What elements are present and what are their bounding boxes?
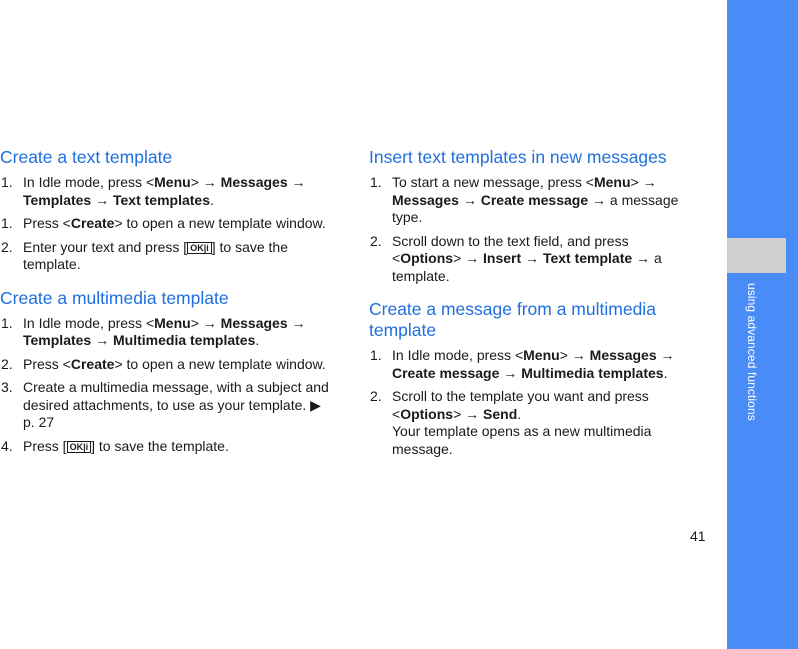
step-number: 1. [370, 347, 382, 363]
step-number: 2. [1, 238, 13, 255]
ok-key-icon: OK|i [67, 441, 92, 453]
side-section-label: using advanced functions [745, 283, 759, 421]
step-text: In Idle mode, press < [392, 347, 524, 363]
step-list [0, 315, 330, 456]
side-tab-marker [727, 238, 786, 273]
step-item [369, 233, 699, 286]
menu-term: Text templates [113, 191, 210, 208]
step-text: . [210, 191, 214, 208]
step-note: Your template opens as a new multimedia message. [392, 423, 652, 457]
menu-term: Messages [220, 314, 288, 331]
menu-term: Menu [593, 174, 631, 190]
menu-term: Create message [392, 364, 500, 381]
softkey-term: Create [70, 215, 115, 231]
left-column [0, 147, 330, 461]
menu-term: Templates [23, 332, 92, 348]
step-text: . [255, 332, 260, 348]
step-text: → [499, 364, 522, 381]
step-text: Press < [23, 355, 71, 372]
step-text: > to open a new template window. [114, 355, 326, 372]
step-text: Press [ [23, 437, 67, 454]
step-text: → a message type. [392, 191, 679, 225]
step-text: > → [453, 250, 484, 266]
step-text: → [656, 347, 675, 363]
step-text: → [91, 191, 113, 208]
menu-term: Templates [23, 191, 92, 208]
step-text: Enter your text and press [ [23, 238, 188, 255]
menu-term: Multimedia templates [521, 364, 664, 381]
step-text: > → [190, 174, 221, 190]
step-item [369, 174, 699, 227]
section-title-text-template: Create a text template [0, 147, 173, 167]
step-number: 2. [370, 232, 382, 249]
ok-key-icon: OK|i [187, 242, 212, 254]
page-number: 41 [690, 528, 706, 544]
step-item [369, 347, 699, 382]
section-title-message-from-template: Create a message from a multimedia template [369, 299, 656, 340]
step-number: 2. [1, 355, 13, 372]
step-text: . [517, 405, 522, 422]
step-number: 2. [370, 388, 382, 404]
step-number: 1. [370, 174, 382, 190]
step-number: 3. [1, 379, 13, 395]
step-text: > → [559, 347, 590, 363]
step-item [0, 438, 330, 456]
step-number: 4. [1, 437, 13, 454]
menu-term: Send [483, 405, 518, 422]
softkey-term: Options [400, 250, 454, 266]
step-number: 1. [1, 314, 13, 331]
step-item [0, 356, 330, 374]
step-text: → [287, 314, 306, 331]
step-text: Press < [23, 215, 71, 231]
menu-term: Messages [392, 191, 459, 208]
step-text: . [663, 364, 668, 381]
step-text: → [521, 250, 543, 266]
step-text: In Idle mode, press < [23, 314, 155, 331]
step-item [0, 239, 330, 274]
step-item [0, 315, 330, 350]
menu-term: Menu [523, 347, 560, 363]
step-item [0, 215, 330, 233]
menu-term: Menu [154, 174, 191, 190]
step-list [369, 347, 699, 458]
step-item [0, 379, 330, 432]
step-text: → [91, 332, 113, 348]
step-text: Create a multimedia message, with a subject and desired attachments, to use as your template. ▶ p. 27 [23, 379, 329, 430]
step-text: → [458, 191, 481, 208]
menu-term: Messages [220, 174, 288, 190]
menu-term: Menu [154, 314, 191, 331]
step-text: To start a new message, press < [392, 174, 594, 190]
step-item [0, 174, 330, 209]
menu-term: Insert [483, 250, 522, 266]
menu-term: Multimedia templates [113, 332, 256, 348]
step-list [0, 174, 330, 274]
step-list [369, 174, 699, 285]
step-text: > → [190, 314, 221, 331]
menu-term: Messages [589, 347, 657, 363]
step-number: 1. [1, 215, 13, 231]
step-text: > → [630, 174, 657, 190]
section-title-multimedia-template: Create a multimedia template [0, 287, 229, 308]
step-text: ] to save the template. [91, 437, 229, 454]
step-text: → [287, 174, 306, 190]
menu-term: Text template [542, 250, 633, 266]
step-item [369, 388, 699, 458]
softkey-term: Create [70, 355, 115, 372]
step-number: 1. [1, 174, 13, 190]
menu-term: Create message [480, 191, 589, 208]
step-text: > to open a new template window. [114, 215, 326, 231]
right-column [369, 147, 699, 464]
step-text: ] to save the template. [23, 238, 289, 272]
step-text: → a template. [392, 250, 662, 284]
step-text: Scroll down to the text field, and press < [392, 232, 629, 266]
section-title-insert-templates: Insert text templates in new messages [369, 147, 667, 167]
softkey-term: Options [400, 405, 454, 422]
step-text: In Idle mode, press < [23, 174, 155, 190]
step-text: Scroll to the template you want and press < [392, 388, 649, 422]
step-text: > → [453, 405, 484, 422]
